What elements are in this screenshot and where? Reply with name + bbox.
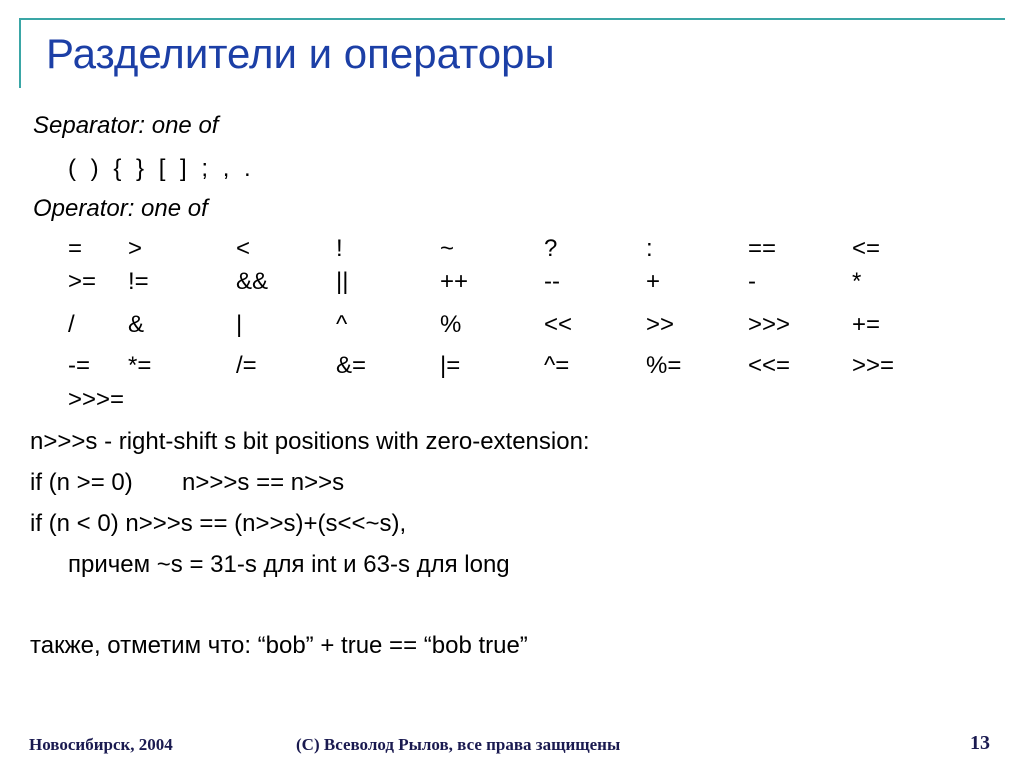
operator-token: <<= (748, 352, 791, 379)
page-number: 13 (970, 732, 990, 754)
operator-tail: >>>= (68, 386, 125, 413)
footer-location-year: Новосибирск, 2004 (29, 735, 173, 754)
operator-token: += (852, 311, 881, 338)
operator-token: &= (336, 352, 367, 379)
operator-token: != (128, 268, 149, 295)
operator-token: %= (646, 352, 682, 379)
operator-token: << (544, 311, 573, 338)
operator-token: | (236, 311, 243, 338)
note-negative-case: if (n < 0) n>>>s == (n>>s)+(s<<~s), (30, 510, 407, 537)
operator-token: = (68, 235, 83, 262)
operator-token: + (646, 268, 661, 295)
operator-token: >= (68, 268, 97, 295)
operator-token: *= (128, 352, 152, 379)
separator-list: ( ) { } [ ] ; , . (68, 155, 252, 182)
operator-row (68, 352, 968, 382)
operator-token: % (440, 311, 462, 338)
operator-token: /= (236, 352, 257, 379)
operator-token: >>= (852, 352, 895, 379)
operator-token: |= (440, 352, 461, 379)
operator-token: & (128, 311, 145, 338)
operator-token: >> (646, 311, 675, 338)
operator-token: >>> (748, 311, 791, 338)
operator-token: ++ (440, 268, 469, 295)
operator-token: ^= (544, 352, 570, 379)
operator-token: -= (68, 352, 91, 379)
operator-token: ^ (336, 311, 348, 338)
operator-token: : (646, 235, 653, 262)
note-shift-range: причем ~s = 31-s для int и 63-s для long (68, 551, 510, 578)
operator-row (68, 235, 968, 265)
operator-token: ? (544, 235, 558, 262)
operator-token: -- (544, 268, 560, 295)
footer-copyright: (С) Всеволод Рылов, все права защищены (296, 735, 621, 754)
operator-heading: Operator: one of (33, 195, 208, 222)
operator-token: * (852, 268, 862, 295)
slide-title: Разделители и операторы (46, 30, 555, 77)
separator-heading: Separator: one of (33, 112, 219, 139)
note-nonneg-condition: if (n >= 0) (30, 469, 133, 496)
title-frame-left-line (19, 18, 21, 88)
operator-token: ! (336, 235, 343, 262)
operator-token: <= (852, 235, 881, 262)
operator-row (68, 311, 968, 341)
operator-token: && (236, 268, 269, 295)
operator-token: ~ (440, 235, 455, 262)
operator-token: > (128, 235, 143, 262)
operator-token: - (748, 268, 756, 295)
operator-token: < (236, 235, 251, 262)
note-string-concat: также, отметим что: “bob” + true == “bob true” (30, 632, 528, 659)
operator-token: / (68, 311, 75, 338)
operator-token: == (748, 235, 777, 262)
operator-row (68, 268, 968, 298)
operator-token: || (336, 268, 349, 295)
note-right-shift: n>>>s - right-shift s bit positions with zero-extension: (30, 428, 590, 455)
note-nonneg-result: n>>>s == n>>s (182, 469, 345, 496)
title-frame-top-line (19, 18, 1005, 20)
